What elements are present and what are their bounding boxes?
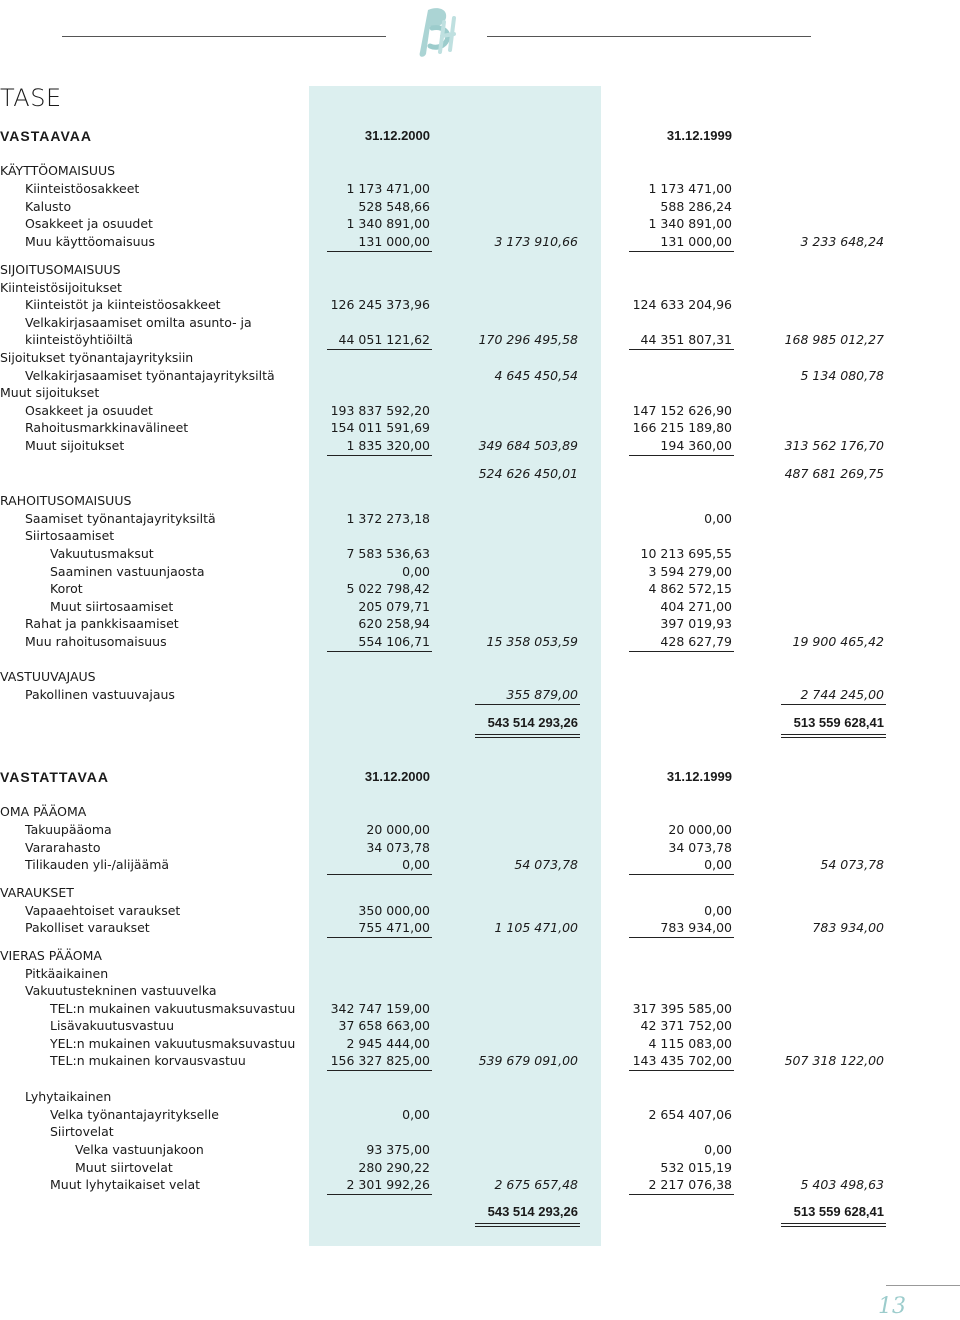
vastattavaa-row bbox=[0, 919, 960, 937]
row-label: Vakuutustekninen vastuuvelka bbox=[25, 983, 217, 998]
header-rule-right bbox=[487, 36, 811, 37]
row-label: YEL:n mukainen vakuutusmaksuvastuu bbox=[50, 1036, 296, 1051]
row-label: Sijoitukset työnantajayrityksiin bbox=[0, 350, 194, 365]
vastattavaa-row bbox=[0, 1123, 960, 1141]
amount-c1: 554 106,71 bbox=[358, 634, 430, 649]
vastaavaa-row bbox=[0, 633, 960, 651]
amount-c2: 2 675 657,48 bbox=[494, 1177, 578, 1192]
amount-c3: 147 152 626,90 bbox=[632, 403, 732, 418]
vastaavaa-date-current: 31.12.2000 bbox=[364, 128, 430, 143]
vastaavaa-row bbox=[0, 402, 960, 420]
vastaavaa-row bbox=[0, 215, 960, 233]
amount-c2: 524 626 450,01 bbox=[478, 466, 578, 481]
amount-c3: 143 435 702,00 bbox=[632, 1053, 732, 1068]
vastaavaa-row bbox=[0, 367, 960, 385]
amount-c3: 44 351 807,31 bbox=[640, 332, 732, 347]
column-underline bbox=[629, 1194, 734, 1195]
row-label: Muu käyttöomaisuus bbox=[25, 234, 155, 249]
column-underline bbox=[327, 1070, 432, 1071]
column-underline bbox=[327, 937, 432, 938]
vastattavaa-row bbox=[0, 1000, 960, 1018]
amount-c1: 205 079,71 bbox=[358, 599, 430, 614]
row-label: Vararahasto bbox=[25, 840, 101, 855]
column-underline bbox=[629, 651, 734, 652]
amount-c1: 44 051 121,62 bbox=[338, 332, 430, 347]
amount-c4: 3 233 648,24 bbox=[800, 234, 884, 249]
amount-c1: 93 375,00 bbox=[366, 1142, 430, 1157]
row-label: Osakkeet ja osuudet bbox=[25, 403, 153, 418]
row-label: Vapaaehtoiset varaukset bbox=[25, 903, 181, 918]
vastattavaa-row bbox=[0, 965, 960, 983]
amount-c3: 397 019,93 bbox=[660, 616, 732, 631]
vastaavaa-row bbox=[0, 563, 960, 581]
row-label: Siirtovelat bbox=[50, 1124, 114, 1139]
vastaavaa-header-row bbox=[0, 127, 960, 145]
vastaavaa-row bbox=[0, 545, 960, 563]
amount-c3: 124 633 204,96 bbox=[632, 297, 732, 312]
amount-c4: 19 900 465,42 bbox=[792, 634, 884, 649]
amount-c3: 783 934,00 bbox=[660, 920, 732, 935]
vastattavaa-row bbox=[0, 1088, 960, 1106]
amount-c1: 528 548,66 bbox=[358, 199, 430, 214]
amount-c4: 313 562 176,70 bbox=[784, 438, 884, 453]
column-underline bbox=[327, 874, 432, 875]
vastattavaa-row bbox=[0, 856, 960, 874]
column-underline bbox=[327, 251, 432, 252]
vastattavaa-row bbox=[0, 839, 960, 857]
vastaavaa-row bbox=[0, 598, 960, 616]
amount-c2: 170 296 495,58 bbox=[478, 332, 578, 347]
column-underline bbox=[629, 251, 734, 252]
row-label: kiinteistöyhtiöiltä bbox=[25, 332, 134, 347]
amount-c1: 1 340 891,00 bbox=[346, 216, 430, 231]
row-label: TEL:n mukainen vakuutusmaksuvastuu bbox=[50, 1001, 296, 1016]
vastaavaa-date-previous: 31.12.1999 bbox=[666, 128, 732, 143]
vastaavaa-row bbox=[0, 233, 960, 251]
total-double-underline bbox=[781, 1223, 886, 1224]
row-label: Muut sijoitukset bbox=[0, 385, 100, 400]
amount-c1: 1 372 273,18 bbox=[346, 511, 430, 526]
column-underline bbox=[629, 455, 734, 456]
vastattavaa-row bbox=[0, 982, 960, 1000]
total-double-underline bbox=[475, 734, 580, 735]
row-label: Pakolliset varaukset bbox=[25, 920, 150, 935]
row-label: Osakkeet ja osuudet bbox=[25, 216, 153, 231]
amount-c3: 588 286,24 bbox=[660, 199, 732, 214]
total-previous: 513 559 628,41 bbox=[793, 715, 884, 730]
row-label: KÄYTTÖOMAISUUS bbox=[0, 163, 116, 178]
page-number: 13 bbox=[878, 1294, 906, 1319]
vastaavaa-row bbox=[0, 580, 960, 598]
amount-c1: 131 000,00 bbox=[358, 234, 430, 249]
amount-c1: 0,00 bbox=[402, 1107, 430, 1122]
vastaavaa-heading: VASTAAVAA bbox=[0, 128, 92, 144]
vastaavaa-row bbox=[0, 162, 960, 180]
page-title: TASE bbox=[0, 84, 62, 112]
vastaavaa-row bbox=[0, 419, 960, 437]
amount-c1: 154 011 591,69 bbox=[330, 420, 430, 435]
column-underline bbox=[629, 874, 734, 875]
amount-c3: 1 173 471,00 bbox=[648, 181, 732, 196]
vastaavaa-row bbox=[0, 331, 960, 349]
amount-c4: 168 985 012,27 bbox=[784, 332, 884, 347]
row-label: Velka työnantajayritykselle bbox=[50, 1107, 219, 1122]
vastaavaa-row bbox=[0, 465, 960, 483]
amount-c1: 620 258,94 bbox=[358, 616, 430, 631]
row-label: SIJOITUSOMAISUUS bbox=[0, 262, 121, 277]
amount-c2: 54 073,78 bbox=[514, 857, 578, 872]
vastattavaa-date-previous: 31.12.1999 bbox=[666, 769, 732, 784]
row-label: Muu rahoitusomaisuus bbox=[25, 634, 167, 649]
vastaavaa-row bbox=[0, 437, 960, 455]
amount-c3: 20 000,00 bbox=[668, 822, 732, 837]
total-double-underline bbox=[475, 1226, 580, 1227]
amount-c2: 4 645 450,54 bbox=[494, 368, 578, 383]
row-label: Muut siirtosaamiset bbox=[50, 599, 174, 614]
vastaavaa-row bbox=[0, 492, 960, 510]
amount-c3: 317 395 585,00 bbox=[632, 1001, 732, 1016]
amount-c1: 280 290,22 bbox=[358, 1160, 430, 1175]
total-double-underline bbox=[475, 1223, 580, 1224]
vastattavaa-row bbox=[0, 1035, 960, 1053]
column-underline bbox=[629, 1070, 734, 1071]
row-label: Kalusto bbox=[25, 199, 72, 214]
total-previous: 513 559 628,41 bbox=[793, 1204, 884, 1219]
amount-c3: 131 000,00 bbox=[660, 234, 732, 249]
amount-c3: 166 215 189,80 bbox=[632, 420, 732, 435]
amount-c3: 428 627,79 bbox=[660, 634, 732, 649]
amount-c1: 20 000,00 bbox=[366, 822, 430, 837]
company-logo-icon bbox=[406, 4, 466, 60]
vastattavaa-row bbox=[0, 902, 960, 920]
row-label: Muut siirtovelat bbox=[75, 1160, 173, 1175]
row-label: Tilikauden yli-/alijäämä bbox=[25, 857, 170, 872]
amount-c4: 487 681 269,75 bbox=[784, 466, 884, 481]
vastattavaa-heading: VASTATTAVAA bbox=[0, 769, 109, 785]
row-label: Kiinteistöosakkeet bbox=[25, 181, 140, 196]
vastaavaa-row bbox=[0, 198, 960, 216]
vastattavaa-row bbox=[0, 1141, 960, 1159]
amount-c1: 37 658 663,00 bbox=[338, 1018, 430, 1033]
vastattavaa-row bbox=[0, 1176, 960, 1194]
amount-c3: 404 271,00 bbox=[660, 599, 732, 614]
row-label: Kiinteistöt ja kiinteistöosakkeet bbox=[25, 297, 221, 312]
vastattavaa-row bbox=[0, 884, 960, 902]
amount-c1: 193 837 592,20 bbox=[330, 403, 430, 418]
vastaavaa-row bbox=[0, 615, 960, 633]
vastaavaa-row bbox=[0, 668, 960, 686]
vastaavaa-row bbox=[0, 510, 960, 528]
amount-c1: 755 471,00 bbox=[358, 920, 430, 935]
amount-c1: 342 747 159,00 bbox=[330, 1001, 430, 1016]
amount-c4: 5 134 080,78 bbox=[800, 368, 884, 383]
vastattavaa-row bbox=[0, 1106, 960, 1124]
column-underline bbox=[327, 455, 432, 456]
row-label: Velka vastuunjakoon bbox=[75, 1142, 204, 1157]
vastaavaa-row bbox=[0, 180, 960, 198]
current-year-column-shading bbox=[309, 86, 601, 1246]
amount-c3: 194 360,00 bbox=[660, 438, 732, 453]
vastaavaa-row bbox=[0, 314, 960, 332]
amount-c1: 1 173 471,00 bbox=[346, 181, 430, 196]
vastattavaa-date-current: 31.12.2000 bbox=[364, 769, 430, 784]
row-label: Takuupääoma bbox=[25, 822, 112, 837]
amount-c3: 42 371 752,00 bbox=[640, 1018, 732, 1033]
amount-c3: 4 862 572,15 bbox=[648, 581, 732, 596]
row-label: Lyhytaikainen bbox=[25, 1089, 112, 1104]
amount-c1: 1 835 320,00 bbox=[346, 438, 430, 453]
vastaavaa-row bbox=[0, 296, 960, 314]
amount-c3: 1 340 891,00 bbox=[648, 216, 732, 231]
amount-c3: 34 073,78 bbox=[668, 840, 732, 855]
vastaavaa-row bbox=[0, 279, 960, 297]
column-underline bbox=[327, 651, 432, 652]
amount-c2: 349 684 503,89 bbox=[478, 438, 578, 453]
total-current: 543 514 293,26 bbox=[487, 715, 578, 730]
row-label: OMA PÄÄOMA bbox=[0, 804, 87, 819]
amount-c1: 7 583 536,63 bbox=[346, 546, 430, 561]
row-label: Saamiset työnantajayrityksiltä bbox=[25, 511, 216, 526]
vastaavaa-total-row bbox=[0, 714, 960, 732]
amount-c1: 5 022 798,42 bbox=[346, 581, 430, 596]
column-underline bbox=[475, 704, 580, 705]
amount-c1: 2 945 444,00 bbox=[346, 1036, 430, 1051]
amount-c1: 156 327 825,00 bbox=[330, 1053, 430, 1068]
total-double-underline bbox=[781, 734, 886, 735]
amount-c4: 54 073,78 bbox=[820, 857, 884, 872]
row-label: TEL:n mukainen korvausvastuu bbox=[50, 1053, 246, 1068]
amount-c4: 2 744 245,00 bbox=[800, 687, 884, 702]
row-label: Korot bbox=[50, 581, 83, 596]
amount-c3: 0,00 bbox=[704, 903, 732, 918]
total-double-underline bbox=[781, 737, 886, 738]
total-current: 543 514 293,26 bbox=[487, 1204, 578, 1219]
row-label: Lisävakuutusvastuu bbox=[50, 1018, 175, 1033]
row-label: Velkakirjasaamiset työnantajayrityksiltä bbox=[25, 368, 275, 383]
amount-c1: 0,00 bbox=[402, 564, 430, 579]
row-label: Rahat ja pankkisaamiset bbox=[25, 616, 179, 631]
vastaavaa-row bbox=[0, 686, 960, 704]
amount-c3: 2 217 076,38 bbox=[648, 1177, 732, 1192]
vastattavaa-row bbox=[0, 1052, 960, 1070]
row-label: Kiinteistösijoitukset bbox=[0, 280, 122, 295]
column-underline bbox=[327, 1194, 432, 1195]
row-label: RAHOITUSOMAISUUS bbox=[0, 493, 132, 508]
vastattavaa-row bbox=[0, 803, 960, 821]
row-label: VIERAS PÄÄOMA bbox=[0, 948, 102, 963]
amount-c3: 2 654 407,06 bbox=[648, 1107, 732, 1122]
amount-c1: 0,00 bbox=[402, 857, 430, 872]
row-label: Pakollinen vastuuvajaus bbox=[25, 687, 175, 702]
header-rule-left bbox=[62, 36, 386, 37]
row-label: Pitkäaikainen bbox=[25, 966, 109, 981]
amount-c3: 10 213 695,55 bbox=[640, 546, 732, 561]
amount-c2: 355 879,00 bbox=[506, 687, 578, 702]
amount-c3: 4 115 083,00 bbox=[648, 1036, 732, 1051]
amount-c1: 126 245 373,96 bbox=[330, 297, 430, 312]
vastaavaa-row bbox=[0, 261, 960, 279]
total-double-underline bbox=[475, 737, 580, 738]
amount-c4: 507 318 122,00 bbox=[784, 1053, 884, 1068]
row-label: Vakuutusmaksut bbox=[50, 546, 154, 561]
vastaavaa-row bbox=[0, 384, 960, 402]
row-label: VASTUUVAJAUS bbox=[0, 669, 96, 684]
amount-c1: 350 000,00 bbox=[358, 903, 430, 918]
column-underline bbox=[629, 937, 734, 938]
row-label: Muut lyhytaikaiset velat bbox=[50, 1177, 201, 1192]
vastattavaa-row bbox=[0, 1159, 960, 1177]
page-number-rule bbox=[886, 1285, 960, 1286]
amount-c4: 5 403 498,63 bbox=[800, 1177, 884, 1192]
row-label: Muut sijoitukset bbox=[25, 438, 125, 453]
row-label: Rahoitusmarkkinavälineet bbox=[25, 420, 189, 435]
vastattavaa-row bbox=[0, 1017, 960, 1035]
amount-c3: 532 015,19 bbox=[660, 1160, 732, 1175]
row-label: VARAUKSET bbox=[0, 885, 74, 900]
vastattavaa-row bbox=[0, 947, 960, 965]
row-label: Saaminen vastuunjaosta bbox=[50, 564, 205, 579]
amount-c3: 0,00 bbox=[704, 857, 732, 872]
amount-c2: 539 679 091,00 bbox=[478, 1053, 578, 1068]
total-double-underline bbox=[781, 1226, 886, 1227]
amount-c2: 3 173 910,66 bbox=[494, 234, 578, 249]
amount-c3: 0,00 bbox=[704, 1142, 732, 1157]
vastattavaa-header-row bbox=[0, 768, 960, 786]
amount-c3: 0,00 bbox=[704, 511, 732, 526]
vastattavaa-row bbox=[0, 821, 960, 839]
vastaavaa-row bbox=[0, 349, 960, 367]
amount-c1: 2 301 992,26 bbox=[346, 1177, 430, 1192]
column-underline bbox=[781, 704, 886, 705]
vastaavaa-row bbox=[0, 527, 960, 545]
amount-c2: 1 105 471,00 bbox=[494, 920, 578, 935]
row-label: Velkakirjasaamiset omilta asunto- ja bbox=[25, 315, 252, 330]
amount-c1: 34 073,78 bbox=[366, 840, 430, 855]
amount-c2: 15 358 053,59 bbox=[486, 634, 578, 649]
amount-c4: 783 934,00 bbox=[812, 920, 884, 935]
vastattavaa-total-row bbox=[0, 1203, 960, 1221]
amount-c3: 3 594 279,00 bbox=[648, 564, 732, 579]
row-label: Siirtosaamiset bbox=[25, 528, 115, 543]
